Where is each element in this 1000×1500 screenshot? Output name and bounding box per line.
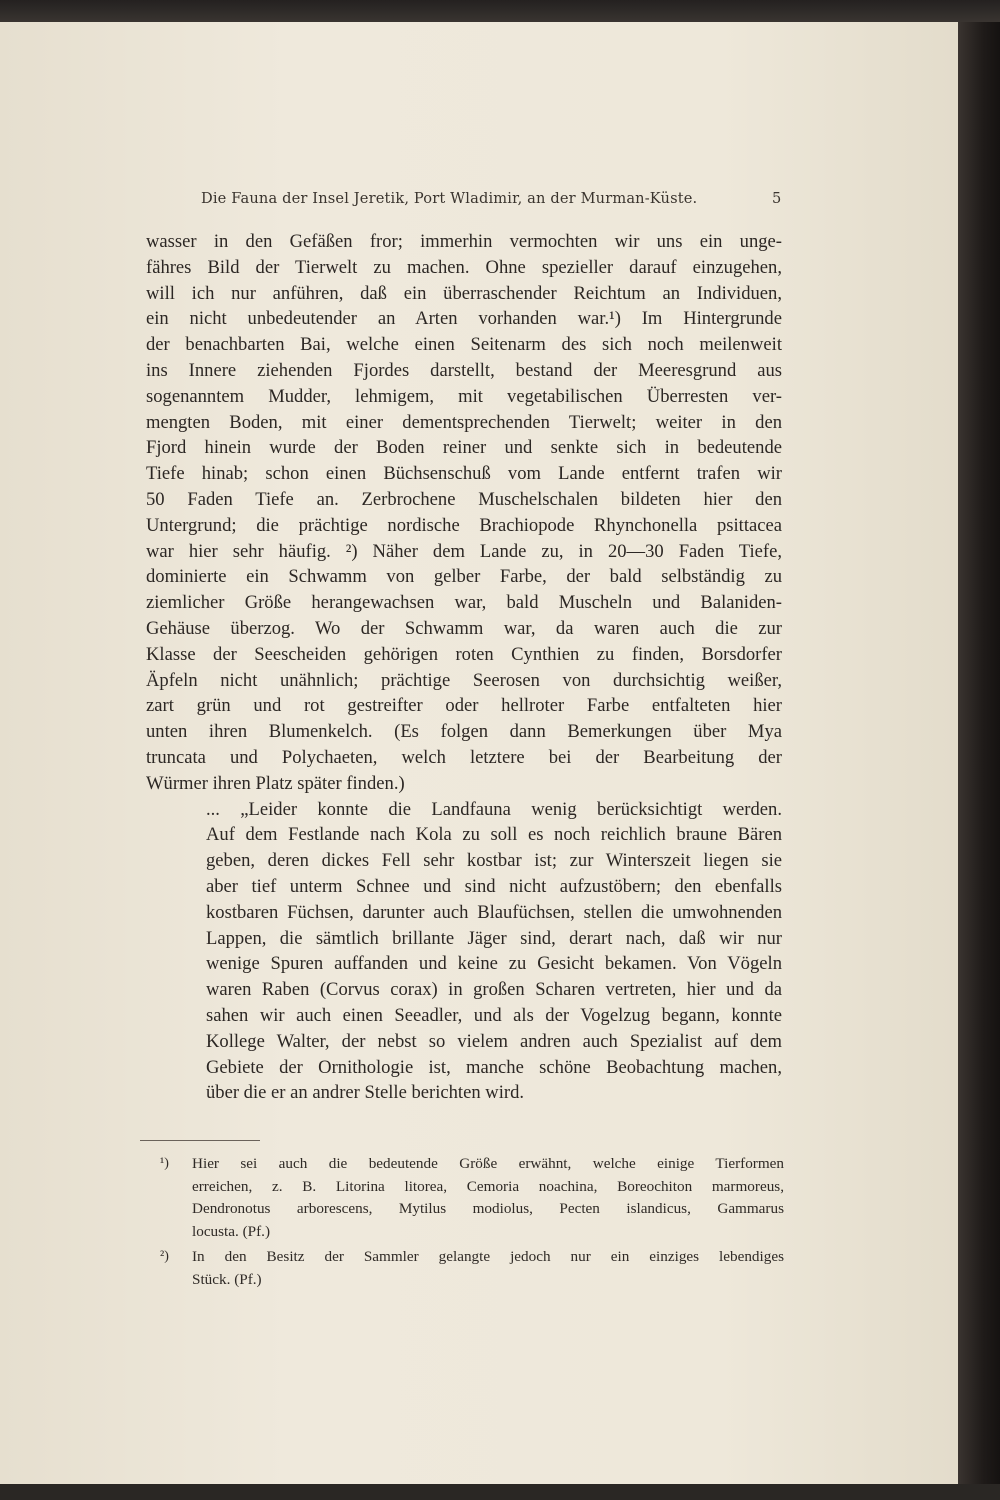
text-line: wenige Spuren auffanden und keine zu Gesicht bekamen. Von Vögeln: [206, 953, 782, 975]
text-line: Tiefe hinab; schon einen Büchsenschuß vom Lande entfernt trafen wir: [146, 463, 782, 485]
footnote-line: Hier sei auch die bedeutende Größe erwähnt, welche einige Tierformen: [192, 1155, 784, 1172]
text-line: war hier sehr häufig. ²) Näher dem Lande zu, in 20—30 Faden Tiefe,: [146, 540, 782, 562]
footnote: [160, 1246, 784, 1291]
text-line: über die er an andrer Stelle berichten wird.: [206, 1082, 525, 1104]
text-line: wasser in den Gefäßen fror; immerhin vermochten wir uns ein unge-: [146, 231, 782, 252]
footnote-line: Dendronotus arborescens, Mytilus modiolus, Pecten islandicus, Gammarus: [192, 1200, 784, 1218]
text-line: unten ihren Blumenkelch. (Es folgen dann Bemerkungen über Mya: [146, 721, 782, 743]
text-line: der benachbarten Bai, welche einen Seitenarm des sich noch meilenweit: [146, 334, 782, 356]
text-line: Untergrund; die prächtige nordische Brachiopode Rhynchonella psittacea: [146, 514, 782, 536]
main-text: [146, 229, 782, 1106]
text-line: will ich nur anführen, daß ein überraschender Reichtum an Individuen,: [146, 282, 782, 304]
text-line: truncata und Polychaeten, welch letztere bei der Bearbeitung der: [146, 746, 782, 768]
text-line: ... „Leider konnte die Landfauna wenig berücksichtigt werden.: [206, 798, 782, 820]
text-line: geben, deren dickes Fell sehr kostbar ist; zur Winterszeit liegen sie: [206, 850, 782, 872]
text-line: 50 Faden Tiefe an. Zerbrochene Muschelschalen bildeten hier den: [146, 488, 782, 510]
text-line: Kollege Walter, der nebst so vielem andren auch Spezialist auf dem: [206, 1030, 782, 1052]
footnote-line: erreichen, z. B. Litorina litorea, Cemoria noachina, Boreochiton marmoreus,: [192, 1177, 784, 1195]
paragraph: [146, 797, 782, 1107]
book-binding-edge: [958, 22, 1000, 1484]
page-number: 5: [772, 190, 782, 207]
text-line: Klasse der Seescheiden gehörigen roten Cynthien zu finden, Borsdorfer: [146, 643, 782, 665]
page-header: [0, 190, 958, 214]
paragraph: [146, 229, 782, 797]
footnote: [160, 1153, 784, 1244]
text-line: kostbaren Füchsen, darunter auch Blaufüchsen, stellen die umwohnenden: [206, 901, 782, 923]
text-line: fähres Bild der Tierwelt zu machen. Ohne spezieller darauf einzugehen,: [146, 256, 782, 278]
text-line: dominierte ein Schwamm von gelber Farbe, der bald selbständig zu: [146, 566, 782, 588]
scan-top-edge: [0, 0, 1000, 24]
text-line: mengten Boden, mit einer dementsprechenden Tierwelt; weiter in den: [146, 411, 782, 433]
text-line: Lappen, die sämtlich brillante Jäger sind, derart nach, daß wir nur: [206, 927, 782, 949]
text-line: Würmer ihren Platz später finden.): [146, 772, 405, 794]
footnote-line: In den Besitz der Sammler gelangte jedoch nur ein einziges lebendiges: [192, 1247, 784, 1265]
text-line: Äpfeln nicht unähnlich; prächtige Seerosen von durchsichtig weißer,: [146, 669, 782, 691]
text-line: aber tief unterm Schnee und sind nicht aufzustöbern; den ebenfalls: [206, 875, 782, 897]
text-line: ins Innere ziehenden Fjordes darstellt, bestand der Meeresgrund aus: [146, 359, 782, 381]
running-title: Die Fauna der Insel Jeretik, Port Wladimir, an der Murman-Küste.: [201, 190, 698, 207]
footnote-separator: [140, 1140, 260, 1141]
footnote-mark: ²): [160, 1248, 169, 1264]
text-line: zart grün und rot gestreifter oder hellroter Farbe entfalteten hier: [146, 695, 782, 717]
text-line: ein nicht unbedeutender an Arten vorhanden war.¹) Im Hintergrunde: [146, 308, 782, 330]
text-line: Auf dem Festlande nach Kola zu soll es noch reichlich braune Bären: [206, 824, 782, 846]
text-line: waren Raben (Corvus corax) in großen Scharen vertreten, hier und da: [206, 979, 782, 1001]
text-line: ziemlicher Größe herangewachsen war, bald Muscheln und Balaniden-: [146, 592, 782, 614]
text-line: Gebiete der Ornithologie ist, manche schöne Beobachtung machen,: [206, 1056, 782, 1078]
footnotes: [160, 1153, 784, 1293]
text-line: Gehäuse überzog. Wo der Schwamm war, da waren auch die zur: [146, 617, 782, 639]
text-line: Fjord hinein wurde der Boden reiner und senkte sich in bedeutende: [146, 437, 782, 459]
text-line: sogenanntem Mudder, lehmigem, mit vegetabilischen Überresten ver-: [146, 385, 782, 407]
footnote-mark: ¹): [160, 1156, 169, 1171]
text-line: sahen wir auch einen Seeadler, und als der Vogelzug begann, konnte: [206, 1004, 782, 1026]
footnote-line: Stück. (Pf.): [192, 1270, 262, 1288]
footnote-line: locusta. (Pf.): [192, 1223, 271, 1241]
